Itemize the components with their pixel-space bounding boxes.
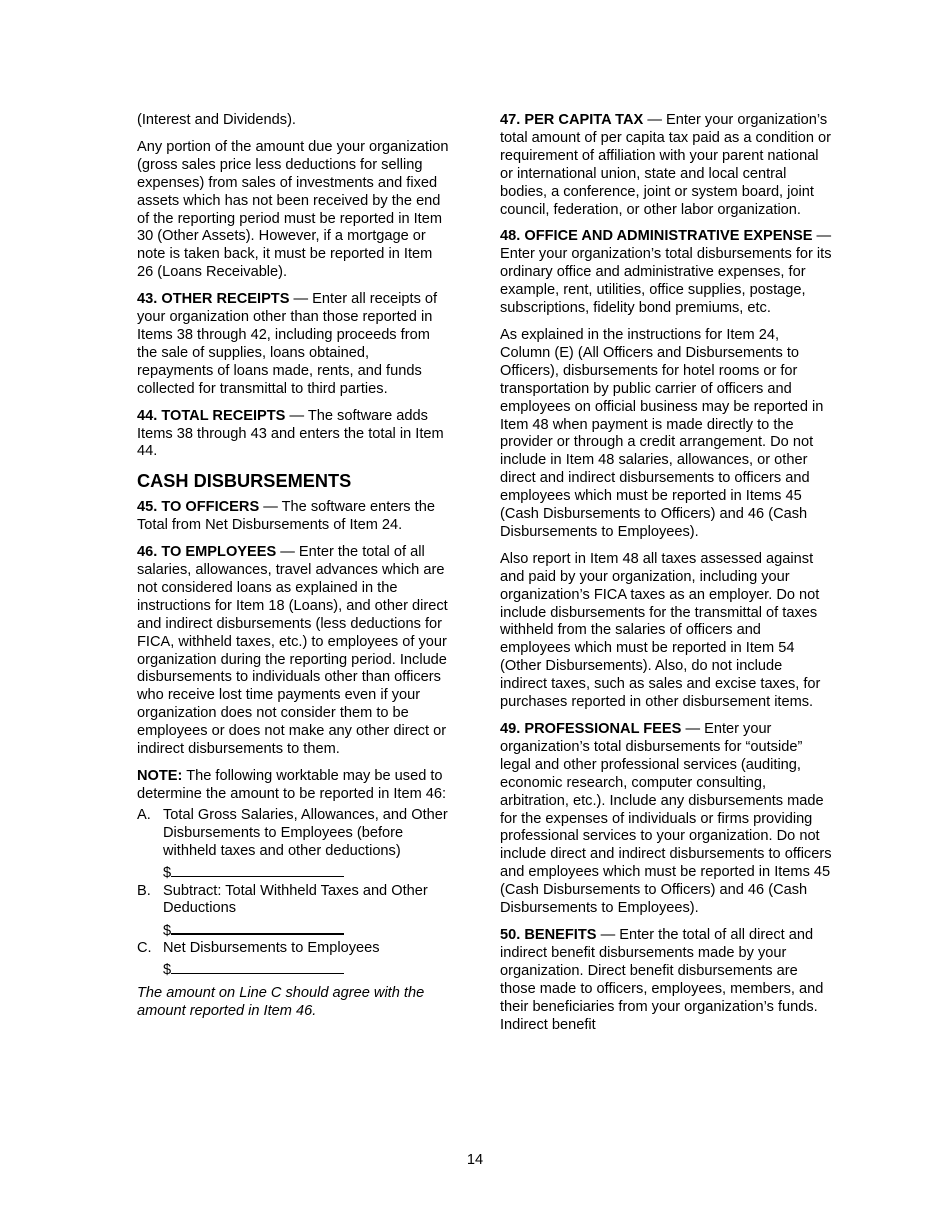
worktable-line-b-text: Subtract: Total Withheld Taxes and Other Deductions xyxy=(163,882,428,917)
item-47-text: — Enter your organization’s total amount of per capita tax paid as a condition or requirement of affiliation with your parent national or international union, state and local central bodies, a conference, joint or system board, joint council, federation, or other labor organization. xyxy=(500,112,831,218)
item-49-text: — Enter your organization’s total disbursements for “outside” legal and other professional services (auditing, economic research, computer consulting, arbitration, etc.). Include any disbursements made for the expenses of individuals or firms providing professional services to your organization. Do not include direct and indirect disbursements to officers and employees which must be reported in Items 45 (Cash Disbursements to Officers) and 46 (Cash Disbursements to Employees). xyxy=(500,721,832,917)
item-48-text: — Enter your organization’s total disbursements for its ordinary office and administrative expenses, for example, rent, utilities, office supplies, postage, subscriptions, fidelity bond premiums, etc. xyxy=(500,228,832,317)
item-48-title: 48. OFFICE AND ADMINISTRATIVE EXPENSE xyxy=(500,228,813,245)
worktable-line-a-currency: $ xyxy=(163,864,172,881)
paragraph-interest-dividends: (Interest and Dividends). xyxy=(137,112,296,128)
item-47-title: 47. PER CAPITA TAX xyxy=(500,112,644,128)
item-46-text: — Enter the total of all salaries, allowances, travel advances which are not considered loans as explained in the instructions for Item 18 (Loans), and other direct and indirect disbursements (less deductions for FICA, withheld taxes, etc.) to employees of your organization during the reporting period. Include disbursements to individuals other than officers who receive lost time payments even if your organization does not consider them to be employees or does not make any other direct or indirect disbursements to them. xyxy=(137,544,448,758)
worktable-line-a-letter: A. xyxy=(137,806,151,823)
worktable-line-a-amount xyxy=(137,862,449,880)
item-43-text: — Enter all receipts of your organization other than those reported in Items 38 through 42, including proceeds from the sale of supplies, loans obtained, repayments of loans made, rents, and funds collected for transmittal to third parties. xyxy=(137,291,438,397)
item-48-paragraph-taxes: Also report in Item 48 all taxes assessed against and paid by your organization, including your organization’s FICA taxes as an employer. Do not include disbursements for the transmittal of taxes withheld from the salaries of officers and employees which must be reported in Item 54 (Other Disbursements). Also, do not include indirect taxes, such as sales and excise taxes, for purchases reported in other disbursement items. xyxy=(500,550,821,711)
item-50-benefits xyxy=(500,927,832,1034)
worktable-line-c xyxy=(137,940,449,958)
worktable-line-b-amount xyxy=(137,919,449,940)
worktable-line-a-blank xyxy=(171,862,344,877)
worktable-line-c-currency: $ xyxy=(163,962,172,979)
worktable-line-a xyxy=(137,807,449,861)
item-43-title: 43. OTHER RECEIPTS xyxy=(137,291,290,308)
item-50-text: — Enter the total of all direct and indirect benefit disbursements made by your organization. Direct benefit disbursements are those made to officers, employees, members, and their beneficiaries from your organization’s funds. Indirect benefit xyxy=(500,926,824,1033)
note-title: NOTE: xyxy=(137,768,183,784)
worktable-line-c-letter: C. xyxy=(137,940,152,957)
item-43-other-receipts xyxy=(137,291,449,398)
worktable-line-c-text: Net Disbursements to Employees xyxy=(163,940,380,957)
item-47-per-capita-tax xyxy=(500,112,832,219)
worktable-line-b-currency: $ xyxy=(163,923,172,940)
note-worktable xyxy=(137,768,449,804)
worktable-line-b-letter: B. xyxy=(137,882,151,899)
item-46-to-employees xyxy=(137,544,449,759)
worktable-line-c-blank xyxy=(171,959,344,974)
worktable-line-c-amount xyxy=(137,959,449,977)
item-49-professional-fees xyxy=(500,721,832,918)
note-text: The following worktable may be used to determine the amount to be reported in Item 46: xyxy=(137,768,447,802)
worktable-line-b xyxy=(137,883,449,919)
item-45-title: 45. TO OFFICERS xyxy=(137,499,260,516)
item-46-title: 46. TO EMPLOYEES xyxy=(137,544,277,561)
right-column xyxy=(500,112,832,1043)
paragraph-portion-amount-due: Any portion of the amount due your organization (gross sales price less deductions for selling expenses) from sales of investments and fixed assets which has not been received by the end of the reporting period must be reported in Item 30 (Other Assets). However, if a mortgage or note is taken back, it must be reported in Item 26 (Loans Receivable). xyxy=(137,138,449,281)
worktable-line-b-blank xyxy=(171,919,344,935)
worktable-line-a-text: Total Gross Salaries, Allowances, and Other Disbursements to Employees (before withheld taxes and other deductions) xyxy=(163,806,448,859)
item-44-title: 44. TOTAL RECEIPTS xyxy=(137,407,286,424)
item-49-title: 49. PROFESSIONAL FEES xyxy=(500,721,682,737)
page-number: 14 xyxy=(466,1152,484,1168)
item-50-title: 50. BENEFITS xyxy=(500,926,597,943)
left-column xyxy=(137,112,449,1030)
item-44-total-receipts xyxy=(137,408,449,462)
item-45-text: — The software enters the Total from Net Disbursements of Item 24. xyxy=(137,499,435,534)
item-44-text: — The software adds Items 38 through 43 and enters the total in Item 44. xyxy=(137,407,444,460)
item-48-paragraph-hotel: As explained in the instructions for Item 24, Column (E) (All Officers and Disbursements to Officers), disbursements for hotel rooms or for transportation by public carrier of officers and employees on official business may be reported in Item 48 when payment is made directly to the provider or through a credit arrangement. Do not include in Item 48 salaries, allowances, or other direct and indirect disbursements to officers and employees which must be reported in Items 45 (Cash Disbursements to Officers) and 46 (Cash Disbursements to Employees). xyxy=(500,326,824,540)
section-heading-cash-disbursements: CASH DISBURSEMENTS xyxy=(137,471,352,492)
item-45-to-officers xyxy=(137,499,449,535)
closing-note: The amount on Line C should agree with the amount reported in Item 46. xyxy=(137,985,425,1020)
item-48-office-admin-expense xyxy=(500,228,832,318)
